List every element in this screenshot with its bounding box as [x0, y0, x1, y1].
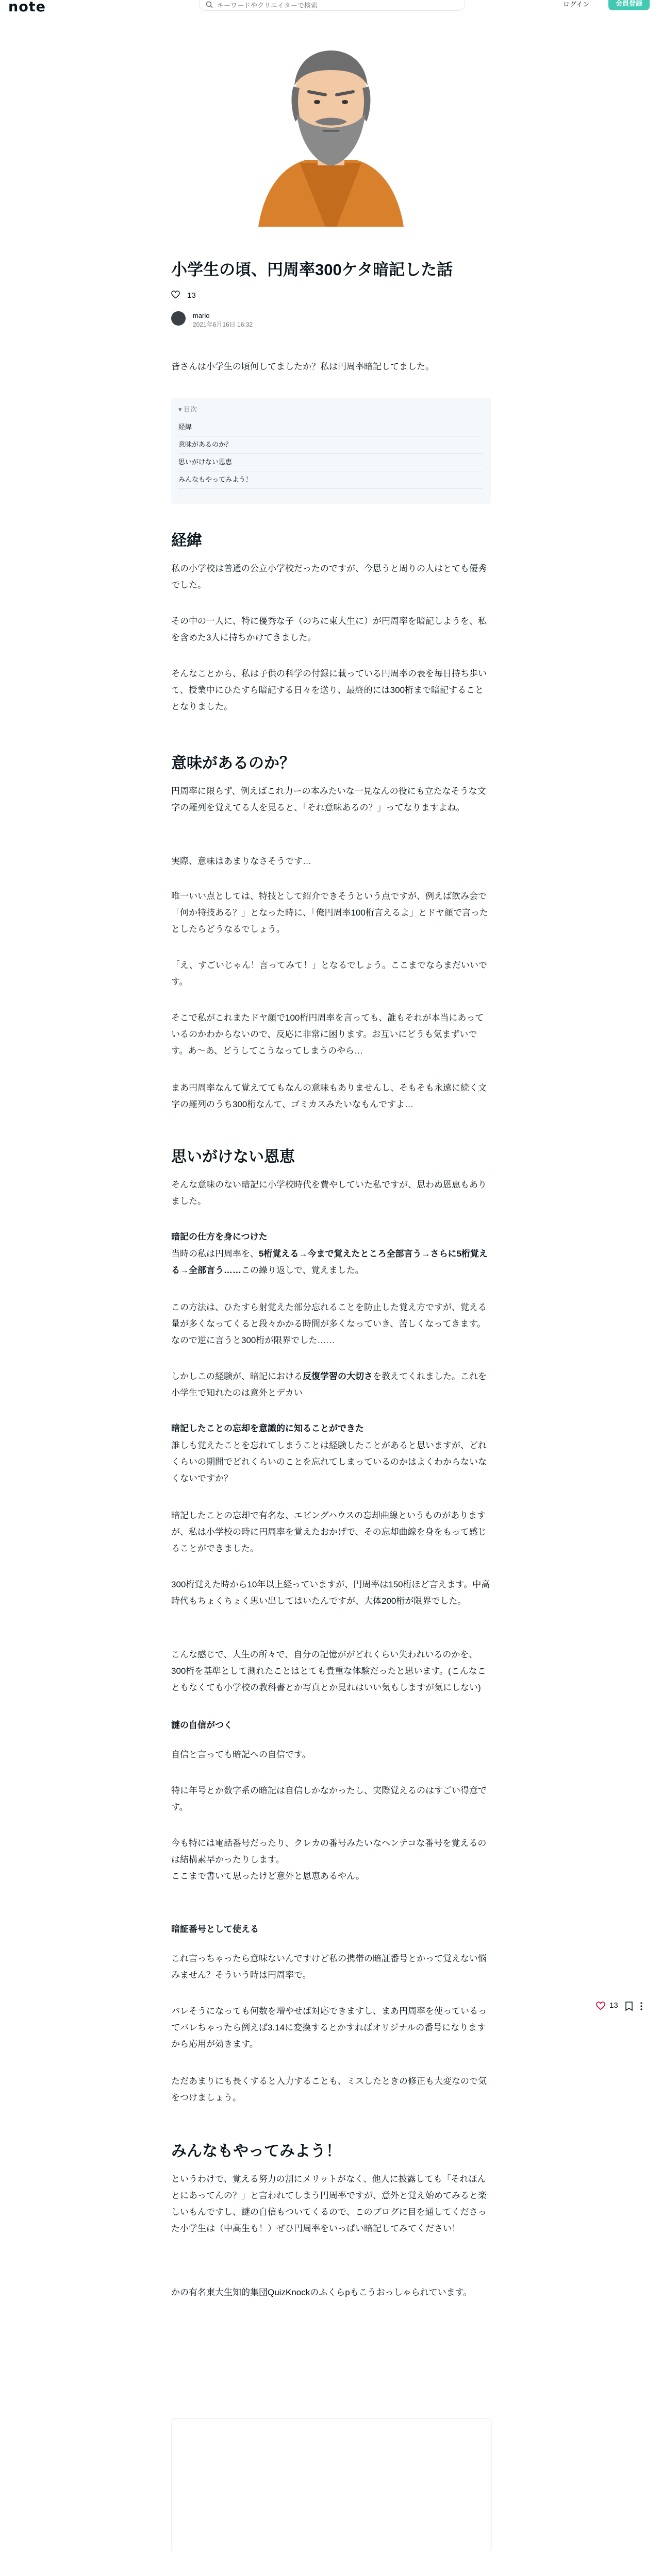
subheading: 暗記したことの忘却を意識的に知ることができた	[171, 1423, 364, 1433]
paragraph: ただあまりにも長くすると入力することも、ミスしたときの修正も大変なので気をつけましょう。	[171, 2076, 487, 2103]
search-bar[interactable]	[199, 0, 465, 11]
note-logo[interactable]: note	[8, 0, 46, 15]
toc-title[interactable]: ▾ 目次	[178, 405, 197, 413]
like-count-side: 13	[609, 2001, 618, 2010]
paragraph: というわけで、覚える努力の割にメリットがなく、他人に披露しても「それほんとにあってんの？」と言われてしまう円周率ですが、意外と覚え始めてみると楽しいもんですし、謎の自信もついてくるので、このブログに目を通してくださった小学生は（中高生も！）ぜひ円周率をいっぱい暗記してみてください！	[171, 2174, 487, 2233]
heading-meaning: 意味があるのか？	[171, 755, 295, 772]
toc-item[interactable]: 思いがけない恩恵	[178, 453, 483, 471]
subheading: 暗記の仕方を身につけた	[171, 1232, 268, 1242]
search-input[interactable]	[216, 1, 455, 10]
like-count: 13	[187, 291, 196, 300]
paragraph: 誰しも覚えたことを忘れてしまうことは経験したことがあると思いますが、どれくらいの期間でどれくらいのことを忘れてしまっているのかはよくわからないなくないですか？	[171, 1440, 487, 1483]
login-link[interactable]: ログイン	[563, 1, 590, 8]
hero-illustration	[222, 39, 440, 227]
paragraph: これ言っちゃったら意味ないんですけど私の携帯の暗証番号とかって覚えない悩みません？そういう時は円周率で。	[171, 1954, 487, 1980]
paragraph: 円周率に限らず、例えばこれ力ーの本みたいな一見なんの役にも立たなそうな文字の羅列を覚えてる人を見ると、「それ意味あるの？」ってなりますよね。	[171, 786, 486, 812]
paragraph: そんな意味のない暗記に小学校時代を費やしていた私ですが、思わぬ恩恵もありました。	[171, 1180, 487, 1206]
heading-benefits: 思いがけない恩恵	[171, 1148, 295, 1165]
subheading: 謎の自信がつく	[171, 1720, 233, 1730]
paragraph: この方法は、ひたすら射覚えた部分忘れることを防止した覚え方ですが、覚える量が多くなってくると段々かかる時間が多くなっていき、苦しくなってきます。なので逆に言うと300桁が限界でした……	[171, 1302, 487, 1345]
paragraph: その中の一人に、特に優秀な子（のちに東大生に）が円周率を暗記しようを、私を含めた3人に持ちかけてきました。	[171, 616, 487, 642]
embedded-video[interactable]	[171, 2418, 492, 2551]
paragraph: 今も特には電話番号だったり、クレカの番号みたいなヘンテコな番号を覚えるのは結構素早かったりします。 ここまで書いて思ったけど意外と恩恵あるやん。	[171, 1838, 487, 1881]
paragraph: そこで私がこれまたドヤ顔で100桁円周率を言っても、誰もそれが本当にあっているのかわからないので、反応に非常に困ります。お互いにどうも気まずいです。あ～あ、どうしてこうなってしまうのやら…	[171, 1013, 484, 1056]
search-icon	[206, 1, 213, 8]
paragraph: 私の小学校は普通の公立小学校だったのですが、今思うと周りの人はとても優秀でした。	[171, 564, 487, 590]
floating-actions	[594, 2000, 646, 2013]
paragraph: バレそうになっても何数を増やせば対応できますし、まあ円周率を使っているってバレちゃったら例えば3.14に変換するとかすればオリジナルの番号になりますから応用が効きます。	[171, 2006, 487, 2049]
paragraph: まあ円周率なんて覚えててもなんの意味もありませんし、そもそも永遠に続く文字の羅列のうち300桁なんて、ゴミカスみたいなもんですよ…	[171, 1083, 487, 1109]
paragraph: 暗記したことの忘却で有名な、エビングハウスの忘却曲線というものがありますが、私は小学校の時に円周率を覚えたおかげで、その忘却曲線を身をもって感じることができました。	[171, 1511, 487, 1553]
paragraph: 実際、意味はあまりなさそうです…	[171, 856, 311, 866]
paragraph: 「え、すごいじゃん！言ってみて！」となるでしょう。ここまでならまだいいです。	[171, 960, 487, 987]
heading-try-it: みんなもやってみよう！	[171, 2143, 341, 2160]
signup-button[interactable]: 会員登録	[608, 0, 650, 10]
table-of-contents	[171, 398, 491, 504]
publish-date: 2021年6月16日 16:32	[193, 321, 253, 328]
paragraph: かの有名東大生知的集団QuizKnockのふくらpもこうおっしゃられています。	[171, 2287, 472, 2297]
site-header	[0, 0, 662, 14]
paragraph: 唯一いい点としては、特技として紹介できそうという点ですが、例えば飲み会で「何か特技ある？」となった時に、「俺円周率100桁言えるよ」とドヤ顔で言ったとしたらどうなるでしょう。	[171, 891, 488, 934]
paragraph: そんなことから、私は子供の科学の付録に載っている円周率の表を毎日持ち歩いて、授業中にひたすら暗記する日々を送り、最終的には300桁まで暗記することとなりました。	[171, 669, 487, 711]
toc-item[interactable]: 経緯	[178, 418, 483, 436]
heart-icon	[171, 291, 180, 299]
more-icon[interactable]	[637, 2002, 646, 2011]
heading-background: 経緯	[171, 532, 202, 549]
bookmark-icon[interactable]	[625, 2002, 633, 2011]
heart-icon[interactable]	[596, 2002, 605, 2011]
toc-item[interactable]: 意味があるのか？	[178, 436, 483, 454]
author-name[interactable]: mario	[193, 312, 210, 319]
toc-item[interactable]: みんなもやってみよう！	[178, 471, 483, 489]
like-counter-top[interactable]	[171, 291, 196, 300]
paragraph: 当時の私は円周率を、5桁覚える→今まで覚えたところ全部言う→さらに5桁覚える→全部言う……この繰り返しで、覚えました。	[171, 1249, 488, 1275]
paragraph: 特に年号とか数字系の暗記は自信しかなかったし、実際覚えるのはすごい得意です。	[171, 1786, 487, 1812]
avatar[interactable]	[171, 311, 186, 326]
intro-paragraph: 皆さんは小学生の頃何してましたか？私は円周率暗記してました。	[171, 362, 434, 371]
paragraph: こんな感じで、人生の所々で、自分の記憶ががどれくらい失われいるのかを、300桁を基準として測れたことはとても貴重な体験だったと思います。(こんなこともなくても小学校の教科書とか写真とか見れはいい気もしますが気にしない)	[171, 1650, 486, 1692]
paragraph: しかしこの経験が、暗記における反復学習の大切さを教えてくれました。これを小学生で知れたのは意外とデカい	[171, 1371, 487, 1398]
paragraph: 300桁覚えた時から10年以上経っていますが、円周率は150桁ほど言えます。中高時代もちょくちょく思い出してはいたんですが、大体200桁が限界でした。	[171, 1580, 490, 1606]
subheading: 暗証番号として使える	[171, 1924, 259, 1934]
paragraph: 自信と言っても暗記への自信です。	[171, 1750, 311, 1759]
article-title: 小学生の頃、円周率300ケタ暗記した話	[171, 261, 453, 279]
